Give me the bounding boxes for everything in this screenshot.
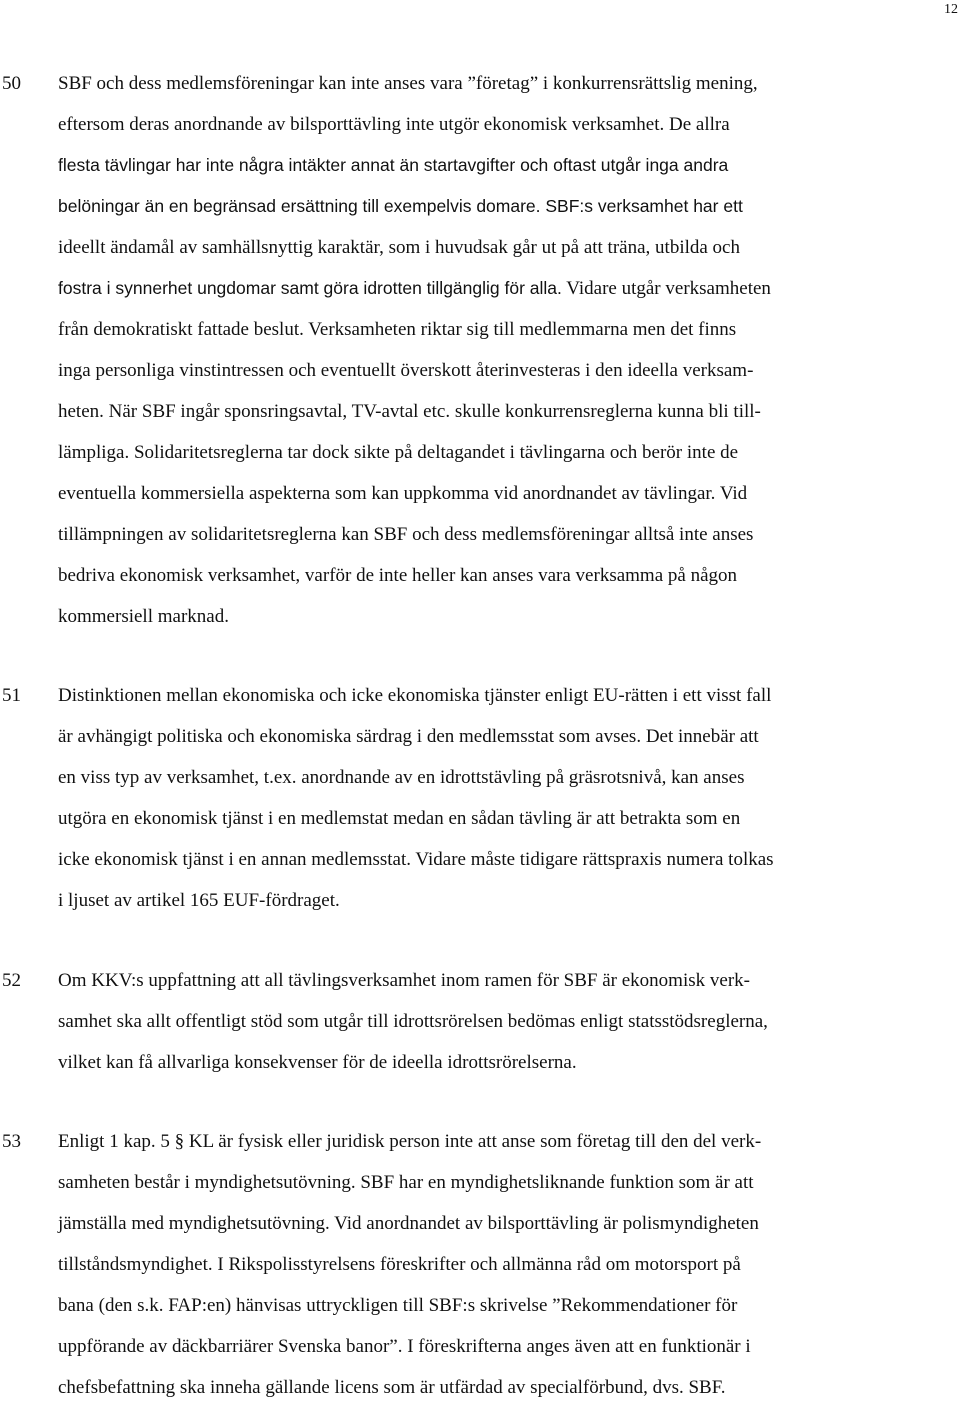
text-run: chefsbefattning ska inneha gällande licens som är utfärdad av specialförbund, dvs. SBF. — [58, 1377, 726, 1398]
text-run: SBF och dess medlemsföreningar kan inte anses vara ”företag” i konkurrensrättslig mening, — [58, 73, 758, 94]
text-run: icke ekonomisk tjänst i en annan medlemsstat. Vidare måste tidigare rättspraxis numera tolkas — [58, 849, 774, 870]
page-number: 12 — [944, 2, 958, 17]
text-run: en viss typ av verksamhet, t.ex. anordnande av en idrottstävling på gräsrotsnivå, kan anses — [58, 767, 745, 788]
text-line — [58, 798, 740, 839]
text-run: i ljuset av artikel 165 EUF-fördraget. — [58, 890, 340, 911]
text-run: ideellt ändamål av samhällsnyttig karaktär, som i huvudsak går ut på att träna, utbilda och — [58, 237, 740, 258]
text-line — [58, 1042, 577, 1083]
text-line — [58, 1001, 768, 1042]
text-run: lämpliga. Solidaritetsreglerna tar dock sikte på deltagandet i tävlingarna och berör inte de — [58, 442, 739, 463]
text-line — [58, 350, 753, 391]
text-run: samheten består i myndighetsutövning. SBF har en myndighetsliknande funktion som är att — [58, 1172, 754, 1193]
text-line — [58, 473, 747, 514]
text-line — [58, 675, 771, 716]
text-run: bana (den s.k. FAP:en) hänvisas uttryckligen till SBF:s skrivelse ”Rekommendationer för — [58, 1295, 738, 1316]
text-line — [58, 1326, 751, 1367]
text-line — [58, 757, 744, 798]
text-line — [58, 104, 730, 145]
text-line — [58, 432, 738, 473]
text-line — [58, 716, 759, 757]
text-line — [58, 1203, 759, 1244]
text-line — [58, 555, 737, 596]
text-run: är avhängigt politiska och ekonomiska särdrag i den medlemsstat som avses. Det innebär att — [58, 726, 759, 747]
text-line — [58, 391, 761, 432]
paragraph-number: 50 — [2, 73, 21, 94]
text-run: tillämpningen av solidaritetsreglerna kan SBF och dess medlemsföreningar alltså inte anses — [58, 524, 754, 545]
text-run: Distinktionen mellan ekonomiska och icke ekonomiska tjänster enligt EU-rätten i ett visst fall — [58, 685, 772, 706]
text-line — [58, 309, 736, 350]
text-line — [58, 63, 758, 104]
text-line — [58, 145, 728, 186]
text-run: Vidare utgår verksamheten — [561, 278, 771, 299]
text-run: jämställa med myndighetsutövning. Vid anordnandet av bilsporttävling är polismyndigheten — [58, 1213, 759, 1234]
text-run: från demokratiskt fattade beslut. — [58, 319, 304, 340]
text-line — [58, 1121, 761, 1162]
text-line — [58, 1285, 737, 1326]
text-line — [58, 1244, 741, 1285]
paragraph-number: 51 — [2, 685, 21, 706]
text-run: inga personliga vinstintressen och eventuellt överskott återinvesteras i den ideella verksam- — [58, 360, 754, 381]
text-run: bedriva ekonomisk verksamhet, varför de inte heller kan anses vara verksamma på någon — [58, 565, 737, 586]
text-run: utgöra en ekonomisk tjänst i en medlemstat medan en sådan tävling är att betrakta som en — [58, 808, 741, 829]
text-line — [58, 227, 740, 268]
paragraph-number: 53 — [2, 1131, 21, 1152]
text-run: vilket kan få allvarliga konsekvenser för de ideella idrottsrörelserna. — [58, 1052, 577, 1073]
text-run: kommersiell marknad. — [58, 606, 229, 627]
text-line — [58, 186, 743, 227]
text-line — [58, 880, 340, 921]
text-line — [58, 1367, 726, 1408]
text-line — [58, 960, 750, 1001]
text-run: fostra i synnerhet ungdomar samt göra idrotten tillgänglig för alla. — [58, 278, 562, 298]
text-run: tillståndsmyndighet. I Rikspolisstyrelsens föreskrifter och allmänna råd om motorsport på — [58, 1254, 741, 1275]
text-run: eventuella kommersiella aspekterna som kan uppkomma vid anordnandet av tävlingar. Vid — [58, 483, 748, 504]
text-run: heten. När SBF ingår sponsringsavtal, TV-avtal etc. skulle konkurrensreglerna kunna bli till- — [58, 401, 761, 422]
text-run: Om KKV:s uppfattning att all tävlingsverksamhet inom ramen för SBF är ekonomisk verk- — [58, 970, 750, 991]
text-run: Enligt 1 kap. 5 § KL är fysisk eller juridisk person inte att anse som företag till den del verk- — [58, 1131, 762, 1152]
paragraph-number: 52 — [2, 970, 21, 991]
text-run: samhet ska allt offentligt stöd som utgår till idrottsrörelsen bedömas enligt statsstödsreglerna, — [58, 1011, 768, 1032]
text-line — [58, 839, 774, 880]
text-line — [58, 268, 771, 309]
text-line — [58, 514, 753, 555]
text-line — [58, 596, 229, 637]
text-run: uppförande av däckbarriärer Svenska banor”. I föreskrifterna anges även att en funktionär i — [58, 1336, 751, 1357]
text-line — [58, 1162, 754, 1203]
text-run: eftersom deras anordnande av bilsporttävling inte utgör ekonomisk verksamhet. De allra — [58, 114, 730, 135]
text-run: flesta tävlingar har inte några intäkter annat än startavgifter och oftast utgår inga andra — [58, 155, 729, 175]
text-run: SBF:s verksamhet har ett — [540, 196, 743, 216]
text-run: belöningar än en begränsad ersättning till exempelvis domare. — [58, 196, 541, 216]
text-run: Verksamheten riktar sig till medlemmarna men det finns — [303, 319, 737, 340]
